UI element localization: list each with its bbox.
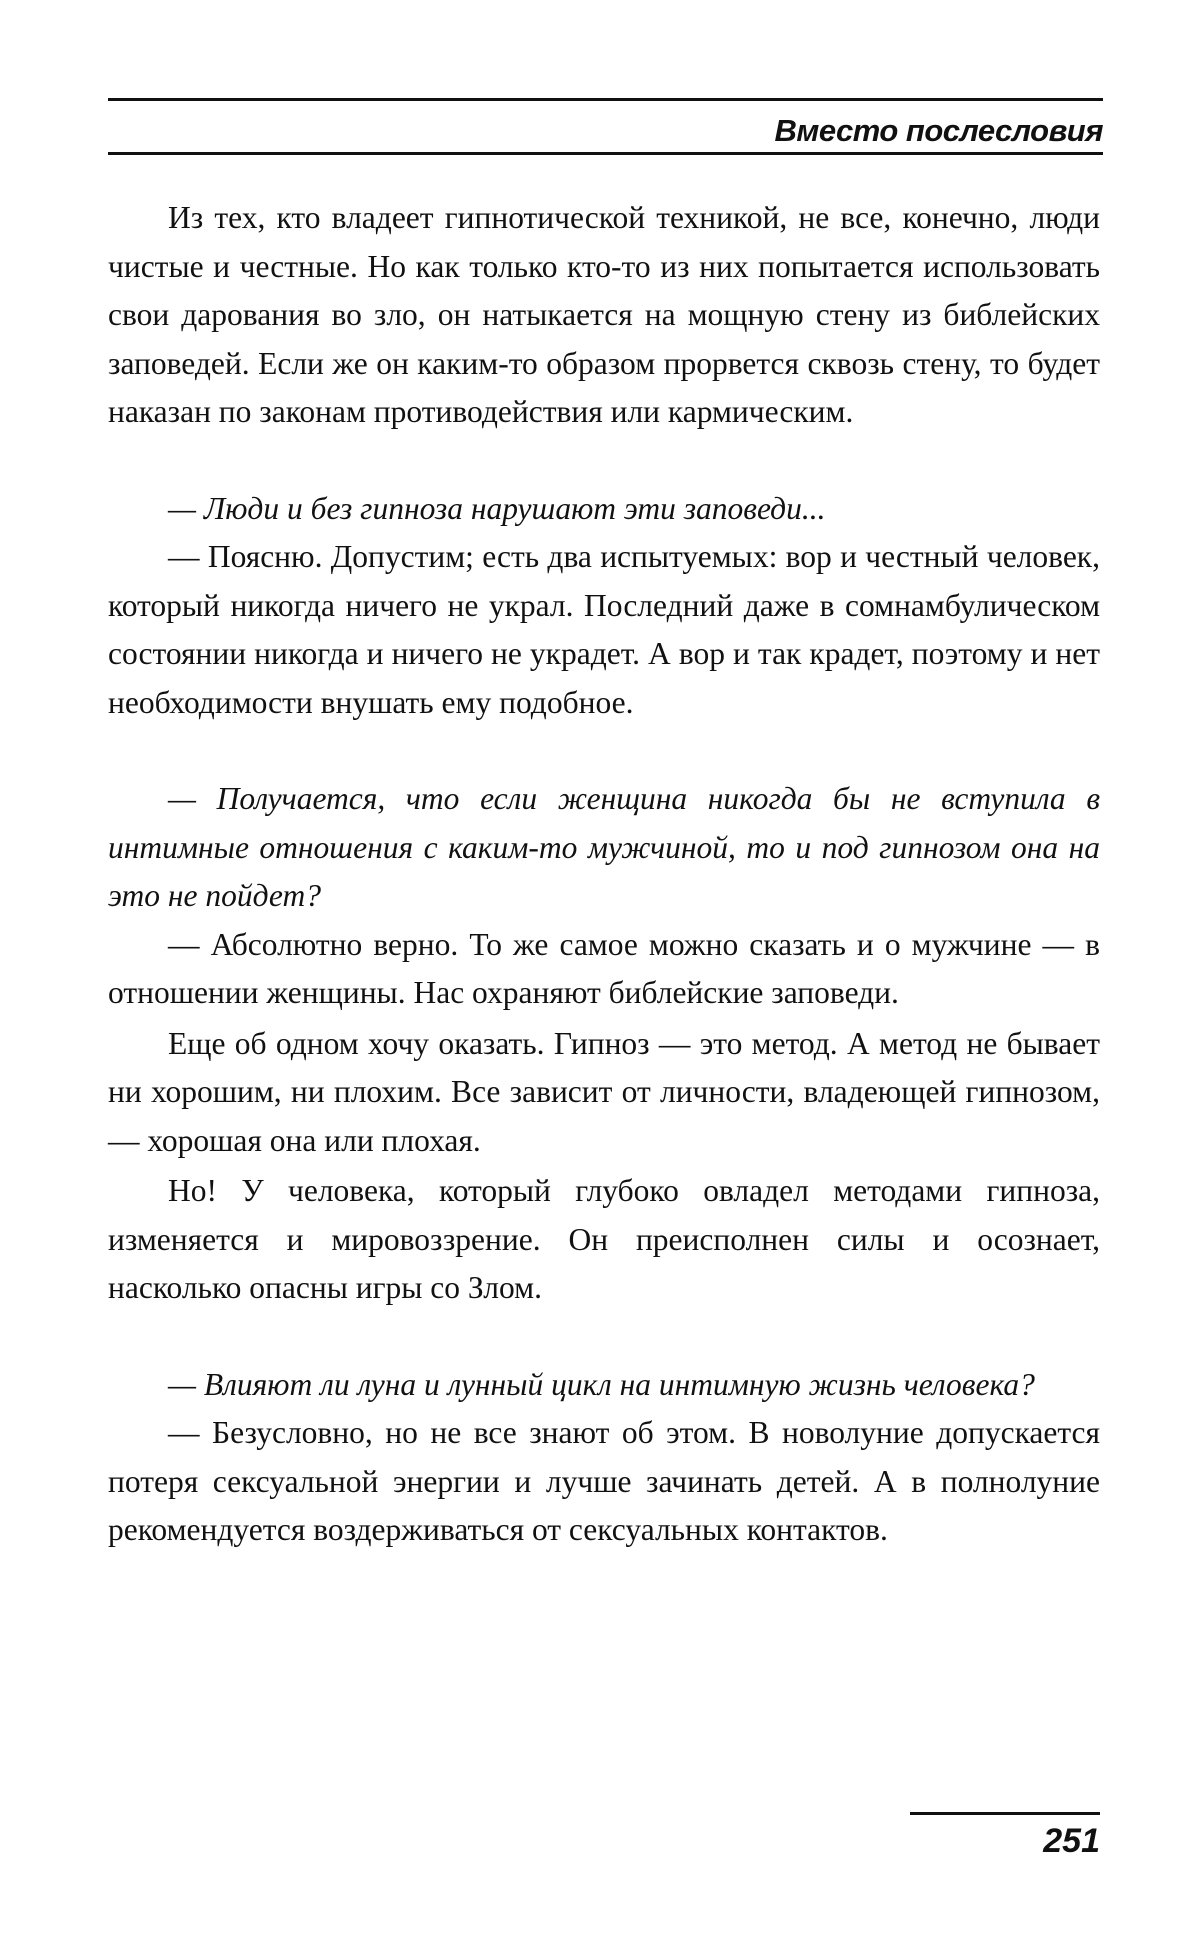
answer: — Безусловно, но не все знают об этом. В новолуние допускается потеря сексуальной энергии и лучше зачинать детей. А в полнолуние рекомендуется воздерживаться от сексуальных контактов. (108, 1415, 1100, 1547)
footer-rule (910, 1812, 1100, 1815)
header-rule-top (108, 98, 1103, 101)
body-text (108, 194, 1100, 1555)
question: — Получается, что если женщина никогда бы не вступила в интимные отношения с каким-то мужчиной, то и под гипнозом она на это не пойдет? (108, 781, 1100, 913)
paragraph: Из тех, кто владеет гипнотической техникой, не все, конечно, люди чистые и честные. Но как только кто-то из них попытается использовать свои дарования во зло, он натыкается на мощную стену из библейских заповедей. Если же он каким-то образом прорвется сквозь стену, то будет наказан по законам противодействия или кармическим. (108, 200, 1100, 429)
answer: — Абсолютно верно. То же самое можно сказать и о мужчине — в отношении женщины. Нас охраняют библейские заповеди. (108, 926, 1100, 1010)
header-rule-bottom (108, 152, 1103, 155)
paragraph: Но! У человека, который глубоко овладел методами гипноза, изменяется и мировоззрение. Он преисполнен силы и осознает, насколько опасны игры со Злом. (108, 1173, 1100, 1305)
answer: — Поясню. Допустим; есть два испытуемых: вор и честный человек, который никогда ничего не украл. Последний даже в сомнамбулическом состоянии никогда и ничего не украдет. А вор и так крадет, поэтому и нет необходимости внушать ему подобное. (108, 539, 1100, 720)
running-title: Вместо послесловия (774, 113, 1103, 148)
page-number: 251 (1043, 1822, 1100, 1860)
question: — Люди и без гипноза нарушают эти заповеди... (168, 490, 826, 526)
paragraph: Еще об одном хочу оказать. Гипноз — это метод. А метод не бывает ни хорошим, ни плохим. Все зависит от личности, владеющей гипнозом, — хорошая она или плохая. (108, 1025, 1100, 1158)
question: — Влияют ли луна и лунный цикл на интимную жизнь человека? (168, 1366, 1035, 1402)
